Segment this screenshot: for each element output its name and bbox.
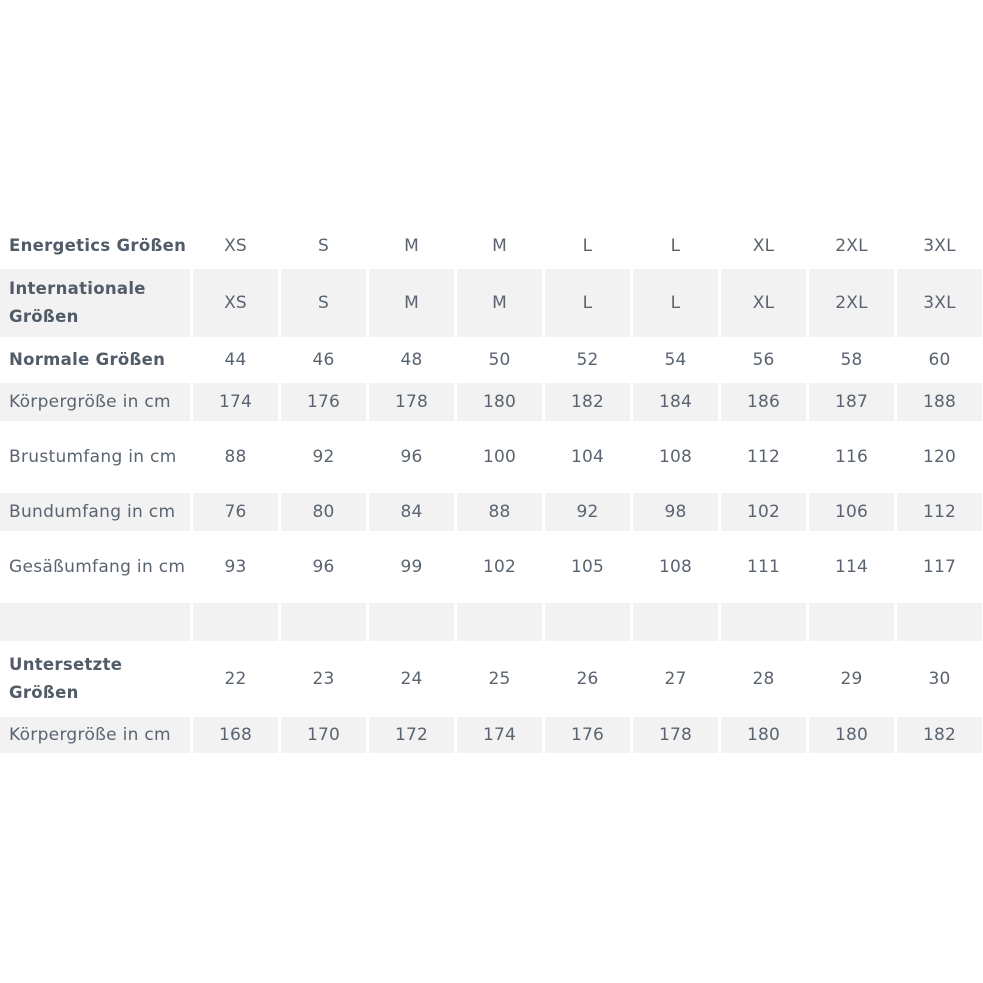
cell: 52 [545, 340, 630, 380]
row-label: Normale Größen [0, 340, 190, 380]
row-chest [0, 424, 982, 490]
row-waist [0, 493, 982, 531]
cell: 184 [633, 383, 718, 421]
cell: 108 [633, 424, 718, 490]
cell: 100 [457, 424, 542, 490]
row-energetics-sizes [0, 226, 982, 266]
cell: 99 [369, 534, 454, 600]
cell: XL [721, 269, 806, 337]
cell: 3XL [897, 226, 982, 266]
cell: 180 [721, 717, 806, 753]
row-label: Körpergröße in cm [0, 383, 190, 421]
size-chart-table [0, 223, 983, 756]
cell: L [633, 226, 718, 266]
cell: 56 [721, 340, 806, 380]
cell: M [457, 226, 542, 266]
cell: M [457, 269, 542, 337]
cell: XL [721, 226, 806, 266]
cell: S [281, 226, 366, 266]
cell: L [633, 269, 718, 337]
cell: 111 [721, 534, 806, 600]
cell: M [369, 269, 454, 337]
row-label: Brustumfang in cm [0, 424, 190, 490]
cell: 120 [897, 424, 982, 490]
cell: 3XL [897, 269, 982, 337]
cell: 178 [633, 717, 718, 753]
row-label: Gesäßumfang in cm [0, 534, 190, 600]
cell [281, 603, 366, 641]
cell: 84 [369, 493, 454, 531]
cell: 168 [193, 717, 278, 753]
cell: S [281, 269, 366, 337]
cell: 102 [721, 493, 806, 531]
cell: 2XL [809, 269, 894, 337]
cell: L [545, 226, 630, 266]
cell: 25 [457, 644, 542, 714]
cell: 50 [457, 340, 542, 380]
cell [193, 603, 278, 641]
cell: 27 [633, 644, 718, 714]
cell: 48 [369, 340, 454, 380]
row-label: Energetics Größen [0, 226, 190, 266]
cell: 187 [809, 383, 894, 421]
cell: 174 [193, 383, 278, 421]
cell: 174 [457, 717, 542, 753]
row-label: Bundumfang in cm [0, 493, 190, 531]
cell: 170 [281, 717, 366, 753]
cell: 28 [721, 644, 806, 714]
row-body-height [0, 383, 982, 421]
cell: 176 [281, 383, 366, 421]
cell: 112 [897, 493, 982, 531]
cell: 96 [369, 424, 454, 490]
cell [457, 603, 542, 641]
cell: 60 [897, 340, 982, 380]
row-short-sizes [0, 644, 982, 714]
row-label: Untersetzte Größen [0, 644, 190, 714]
row-label: Internationale Größen [0, 269, 190, 337]
cell: 178 [369, 383, 454, 421]
cell [809, 603, 894, 641]
cell: 22 [193, 644, 278, 714]
cell: 76 [193, 493, 278, 531]
cell: 2XL [809, 226, 894, 266]
cell: 186 [721, 383, 806, 421]
cell: 46 [281, 340, 366, 380]
cell: 182 [897, 717, 982, 753]
cell: XS [193, 226, 278, 266]
cell: 108 [633, 534, 718, 600]
cell: XS [193, 269, 278, 337]
cell: 106 [809, 493, 894, 531]
row-empty-spacer [0, 603, 982, 641]
cell: 182 [545, 383, 630, 421]
cell: 88 [193, 424, 278, 490]
cell: 93 [193, 534, 278, 600]
cell: 180 [809, 717, 894, 753]
cell: 180 [457, 383, 542, 421]
cell: 92 [281, 424, 366, 490]
cell [897, 603, 982, 641]
cell: M [369, 226, 454, 266]
cell: 92 [545, 493, 630, 531]
cell: 116 [809, 424, 894, 490]
cell: 114 [809, 534, 894, 600]
cell: 176 [545, 717, 630, 753]
cell: 117 [897, 534, 982, 600]
row-short-body-height [0, 717, 982, 753]
row-label: Körpergröße in cm [0, 717, 190, 753]
row-international-sizes [0, 269, 982, 337]
cell: 30 [897, 644, 982, 714]
cell: 24 [369, 644, 454, 714]
cell: 104 [545, 424, 630, 490]
cell [545, 603, 630, 641]
cell: 172 [369, 717, 454, 753]
cell: 188 [897, 383, 982, 421]
cell: 80 [281, 493, 366, 531]
cell [633, 603, 718, 641]
cell: 23 [281, 644, 366, 714]
row-label [0, 603, 190, 641]
cell: 96 [281, 534, 366, 600]
cell [721, 603, 806, 641]
cell: 112 [721, 424, 806, 490]
cell: 44 [193, 340, 278, 380]
cell: 102 [457, 534, 542, 600]
cell: 26 [545, 644, 630, 714]
row-hip [0, 534, 982, 600]
cell: 54 [633, 340, 718, 380]
cell: 29 [809, 644, 894, 714]
row-normal-sizes [0, 340, 982, 380]
cell: 88 [457, 493, 542, 531]
cell: L [545, 269, 630, 337]
cell: 98 [633, 493, 718, 531]
cell: 105 [545, 534, 630, 600]
cell [369, 603, 454, 641]
cell: 58 [809, 340, 894, 380]
